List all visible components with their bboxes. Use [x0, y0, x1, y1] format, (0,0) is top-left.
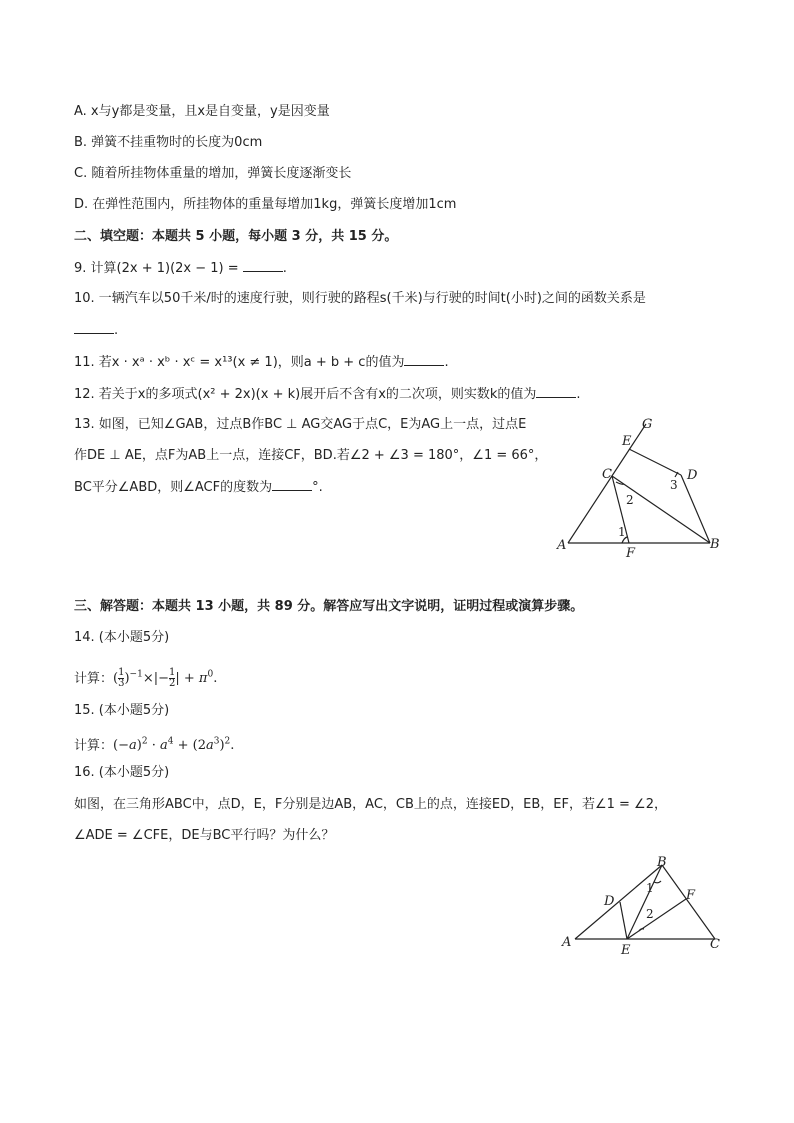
- q11-text: 11. 若x · xᵃ · xᵇ · xᶜ = x¹³(x ≠ 1)，则a + b + c的值为: [74, 355, 405, 370]
- q8-option-b: B. 弹簧不挂重物时的长度为0cm: [74, 135, 263, 150]
- q12-line: 12. 若关于x的多项式(x² + 2x)(x + k)展开后不含有x的二次项，则实数k的值为 .: [74, 387, 581, 402]
- q8-option-a: A. x与y都是变量，且x是自变量，y是因变量: [74, 104, 330, 119]
- q13-label-angle-3: 3: [670, 478, 678, 492]
- q16-label-f: F: [686, 888, 696, 903]
- q13-label-angle-2: 2: [626, 493, 634, 507]
- q10-answer-blank: [74, 321, 114, 334]
- q13-answer-blank: [272, 478, 312, 491]
- section2-heading: 二、填空题：本题共 5 小题，每小题 3 分，共 15 分。: [74, 229, 398, 244]
- q16-line1: 如图，在三角形ABC中，点D，E，F分别是边AB，AC，CB上的点，连接ED，EB，EF，若∠1 = ∠2，: [74, 797, 667, 812]
- q13-label-a: A: [557, 538, 567, 553]
- q13-line2: 作DE ⊥ AE，点F为AB上一点，连接CF，BD.若∠2 + ∠3 = 180°，∠1 = 66°，: [74, 448, 548, 463]
- q13-label-c: C: [602, 467, 612, 482]
- q16-geometry-figure: [555, 852, 735, 962]
- q13-line1: 13. 如图，已知∠GAB，过点B作BC ⊥ AG交AG于点C，E为AG上一点，过点E: [74, 417, 527, 432]
- q13-line3-row: BC平分∠ABD，则∠ACF的度数为 °.: [74, 480, 323, 495]
- q10-answer-line: .: [74, 321, 118, 340]
- q12-text: 12. 若关于x的多项式(x² + 2x)(x + k)展开后不含有x的二次项，则实数k的值为: [74, 387, 537, 402]
- q9-answer-blank: [243, 259, 283, 272]
- q8-option-c: C. 随着所挂物体重量的增加，弹簧长度逐渐变长: [74, 166, 352, 181]
- section3-heading: 三、解答题：本题共 13 小题，共 89 分。解答应写出文字说明，证明过程或演算步骤。: [74, 599, 584, 614]
- q16-label-angle-1: 1: [646, 881, 654, 895]
- q16-label-d: D: [604, 894, 615, 909]
- q16-segment-de: [620, 902, 627, 939]
- q13-label-angle-1: 1: [618, 525, 626, 539]
- q14-prefix: 计算：: [74, 671, 114, 687]
- q13-label-b: B: [710, 537, 720, 552]
- q13-label-e: E: [622, 434, 632, 449]
- q11-answer-blank: [404, 353, 444, 366]
- q15-expression: $(-a)^2 \cdot a^4 + (2a^3)^2$.: [113, 737, 235, 754]
- q15-title: 15. (本小题5分): [74, 703, 170, 718]
- q16-label-b: B: [657, 855, 667, 870]
- q13-label-g: G: [642, 417, 653, 432]
- q15-expression-row: [74, 733, 234, 755]
- q13-segment-ed: [629, 449, 681, 475]
- q12-answer-blank: [536, 385, 576, 398]
- q13-label-d: D: [687, 468, 698, 483]
- q16-segment-eb: [627, 865, 662, 939]
- q13-line3: BC平分∠ABD，则∠ACF的度数为: [74, 480, 273, 495]
- q13-geometry-figure: [550, 412, 730, 562]
- q16-label-c: C: [710, 937, 720, 952]
- q16-label-a: A: [562, 935, 572, 950]
- q16-label-angle-2: 2: [646, 907, 654, 921]
- q13-segment-ag: [568, 424, 646, 543]
- q8-option-d: D. 在弹性范围内，所挂物体的重量每增加1kg，弹簧长度增加1cm: [74, 197, 457, 212]
- q16-label-e: E: [621, 943, 631, 958]
- q11-line: 11. 若x · xᵃ · xᵇ · xᶜ = x¹³(x ≠ 1)，则a + b + c的值为 .: [74, 355, 449, 370]
- q15-prefix: 计算：: [74, 738, 114, 754]
- q16-angle-1-arc: [654, 881, 661, 883]
- q13-label-f: F: [626, 546, 636, 561]
- q16-line2: ∠ADE = ∠CFE，DE与BC平行吗？为什么？: [74, 828, 335, 843]
- q14-expression-row: [74, 662, 217, 692]
- q9-text: 9. 计算(2x + 1)(2x − 1) =: [74, 261, 239, 276]
- q14-expression: ( $\frac{1}{3}$ )$^{-1}$×|− $\frac{1}{2}$ | + $\pi^0$.: [113, 667, 218, 690]
- q10-text: 10. 一辆汽车以50千米/时的速度行驶，则行驶的路程s(千米)与行驶的时间t(小时)之间的函数关系是: [74, 291, 646, 306]
- q16-title: 16. (本小题5分): [74, 765, 170, 780]
- q14-title: 14. (本小题5分): [74, 630, 170, 645]
- q16-segment-ab: [575, 865, 662, 939]
- q9-line: 9. 计算(2x + 1)(2x − 1) = .: [74, 261, 287, 276]
